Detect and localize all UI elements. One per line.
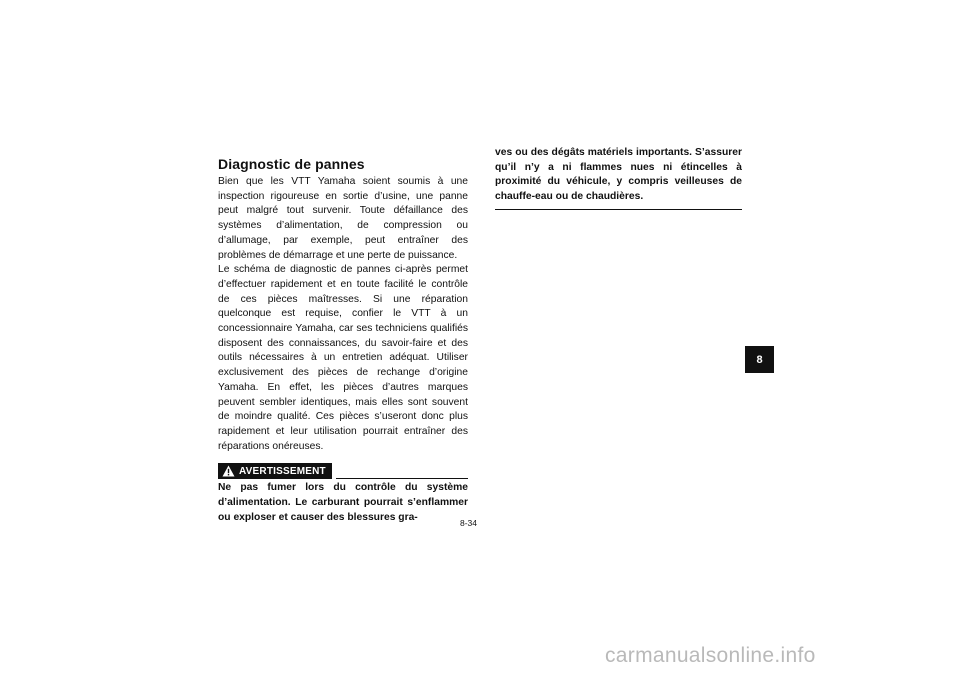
section-title: Diagnostic de pannes	[218, 156, 365, 172]
right-column	[495, 146, 742, 210]
chapter-tab: 8	[745, 346, 774, 373]
watermark: carmanualsonline.info	[605, 644, 816, 667]
warning-header	[218, 463, 468, 479]
warning-text-part2: ves ou des dégâts matériels importants. S’assurer qu’il n’y a ni flammes nues ni étincelles à proximité du véhicule, y compris veilleuses de chauffe-eau ou de chaudières.	[495, 147, 742, 203]
page-number: 8-34	[460, 518, 478, 528]
warning-rule	[336, 478, 468, 479]
warning-text-part1: Ne pas fumer lors du contrôle du système d’alimentation. Le carburant pourrait s’enflammer ou exploser et causer des blessures gra-	[218, 482, 468, 523]
warning-triangle-icon	[222, 465, 235, 477]
warning-label: AVERTISSEMENT	[239, 465, 326, 477]
intro-paragraph: Bien que les VTT Yamaha soient soumis à une inspection rigoureuse en sortie d’usine, une panne peut malgré tout survenir. Toute défaillance des systèmes d’alimentation, de compression ou d’allumage, par exemple, peut entraîner des problèmes de démarrage et une perte de puissance.	[218, 176, 468, 261]
warning-badge	[218, 463, 332, 479]
warning-end-rule	[495, 209, 742, 210]
left-column	[218, 156, 468, 525]
diagnostic-paragraph: Le schéma de diagnostic de pannes ci-après permet d’effectuer rapidement et en toute facilité le contrôle de ces pièces maîtresses. Si une réparation quelconque est requise, confier le VTT à un concessionnaire Yamaha, car ses techniciens qualifiés disposent des connaissances, du savoir-faire et des outils nécessaires à un entretien adéquat. Utiliser exclusivement des pièces de rechange d’origine Yamaha. En effet, les pièces d’autres marques peuvent sembler identiques, mais elles sont souvent de moindre qualité. Ces pièces s’useront donc plus rapidement et leur utilisation pourrait entraîner des réparations onéreuses.	[218, 264, 468, 452]
